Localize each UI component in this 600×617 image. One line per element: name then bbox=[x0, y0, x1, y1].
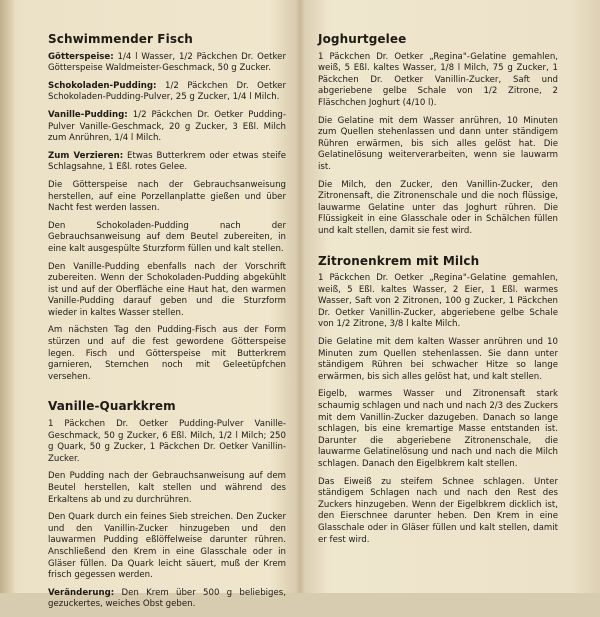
variation-text: Den Krem über 500 g beliebiges, gezuckertes, weiches Obst geben. bbox=[48, 587, 286, 610]
instruction-paragraph: Die Götterspeise nach der Gebrauchsanweisung herstellen, auf eine Porzellanplatte gießen und über Nacht fest werden lassen. bbox=[48, 179, 286, 214]
recipe-title-vanille-quarkkrem: Vanille-Quarkkrem bbox=[48, 399, 176, 414]
instruction-paragraph: Den Pudding nach der Gebrauchsanweisung auf dem Beutel herstellen, kalt stellen und während des Erkaltens ab und zu durchrühren. bbox=[48, 471, 286, 505]
ingredient-text: 1/2 Päckchen Dr. Oetker Schokoladen-Pudding-Pulver, 25 g Zucker, 1/4 l Milch. bbox=[48, 80, 286, 103]
ingredients-schokoladen-pudding bbox=[48, 81, 286, 104]
right-page-column bbox=[318, 34, 558, 552]
recipe-title-joghurtgelee: Joghurtgelee bbox=[318, 32, 407, 46]
instruction-paragraph: Die Gelatine mit dem Wasser anrühren, 10 Minuten zum Quellen stehenlassen und dann unter ständigem Rühren erwärmen, bis sich alles gelöst hat. Die Gelatinelösung weiterverarbeiten, wenn sie lauwarm ist. bbox=[318, 115, 558, 172]
instruction-paragraph: Die Milch, den Zucker, den Vanillin-Zucker, den Zitronensaft, die Zitronenschale und die noch flüssige, lauwarme Gelatine unter das Joghurt rühren. Die Flüssigkeit in eine Glasschale oder in Schälchen füllen und kalt stellen, damit sie fest wird. bbox=[318, 179, 558, 236]
ingredients-goetterspeise bbox=[48, 52, 286, 75]
ingredient-label: Vanille-Pudding: bbox=[48, 109, 128, 120]
ingredient-label: Zum Verzieren: bbox=[48, 150, 124, 161]
ingredient-label: Schokoladen-Pudding: bbox=[48, 80, 157, 91]
ingredient-text: 1/4 l Wasser, 1/2 Päckchen Dr. Oetker Götterspeise Waldmeister-Geschmack, 50 g Zucker. bbox=[48, 51, 286, 74]
ingredients-zum-verzieren bbox=[48, 151, 286, 174]
ingredient-label: Götterspeise: bbox=[48, 51, 114, 62]
instruction-paragraph: Den Vanille-Pudding ebenfalls nach der Vorschrift zubereiten. Wenn der Schokoladen-Pudding abgekühlt ist und auf der Oberfläche eine Haut hat, den warmen Vanille-Pudding darauf geben und die Sturzform wieder in kaltes Wasser stellen. bbox=[48, 261, 286, 318]
instruction-paragraph: Den Quark durch ein feines Sieb streichen. Den Zucker und den Vanillin-Zucker hinzugeben und den lauwarmen Pudding eßlöffelweise darunter rühren. Anschließend den Krem in eine Glasschale oder in Gläser füllen. Da Quark leicht säuert, muß der Krem frisch gegessen werden. bbox=[48, 512, 286, 581]
page-edge bbox=[0, 0, 14, 593]
ingredients-paragraph: 1 Päckchen Dr. Oetker „Regina"-Gelatine gemahlen, weiß, 5 Eßl. kaltes Wasser, 2 Eier, 1 Eßl. warmes Wasser, Saft von 2 Zitronen, 100 g Zucker, 1 Päckchen Dr. Oetker Vanillin-Zucker, abgeriebene gelbe Schale von 1/2 Zitrone, 3/8 l kalte Milch. bbox=[318, 273, 558, 330]
instruction-paragraph: Das Eiweiß zu steifem Schnee schlagen. Unter ständigem Schlagen nach und nach den Rest des Zuckers hinzugeben. Wenn der Eigelbkrem dicklich ist, den Eierschnee darunter heben. Den Krem in eine Glasschale oder in Gläser füllen und kalt stellen, damit er fest wird. bbox=[318, 476, 558, 545]
ingredient-text: Etwas Butterkrem oder etwas steife Schlagsahne, 1 Eßl. rotes Gelee. bbox=[48, 150, 286, 173]
ingredient-text: 1/2 Päckchen Dr. Oetker Pudding-Pulver Vanille-Geschmack, 20 g Zucker, 3 Eßl. Milch zum Anrühren, 1/4 l Milch. bbox=[48, 109, 286, 144]
instruction-paragraph: Die Gelatine mit dem kalten Wasser anrühren und 10 Minuten zum Quellen stehenlassen. Sie dann unter ständigem Rühren bei schwacher Hitze so lange erwärmen, bis sich alles gelöst hat, und kalt stellen. bbox=[318, 337, 558, 382]
ingredients-paragraph: 1 Päckchen Dr. Oetker „Regina"-Gelatine gemahlen, weiß, 5 Eßl. kaltes Wasser, 1/8 l Milch, 75 g Zucker, 1 Päckchen Dr. Oetker Vanillin-Zucker, Saft und abgeriebene gelbe Schale von 1/2 Zitrone, 2 Fläschchen Joghurt (4/10 l). bbox=[318, 51, 558, 108]
instruction-paragraph: Eigelb, warmes Wasser und Zitronensaft stark schaumig schlagen und nach und nach 2/3 des Zuckers mit dem Vanillin-Zucker dazugeben. Danach so lange schlagen, bis eine kremartige Masse entstanden ist. Darunter die abgeriebene Zitronenschale, die lauwarme Gelatinelösung und nach und nach die Milch schlagen. Danach den Eigelbkrem kalt stellen. bbox=[318, 389, 558, 469]
recipe-title-zitronenkrem: Zitronenkrem mit Milch bbox=[318, 253, 480, 268]
ingredients-vanille-pudding bbox=[48, 110, 286, 145]
variation-label: Veränderung: bbox=[48, 587, 115, 598]
variation-paragraph bbox=[48, 588, 286, 611]
ingredients-paragraph: 1 Päckchen Dr. Oetker Pudding-Pulver Vanille-Geschmack, 50 g Zucker, 6 Eßl. Milch, 1/2 l Milch; 250 g Quark, 50 g Zucker, 1 Päckchen Dr. Oetker Vanillin-Zucker. bbox=[48, 419, 286, 464]
recipe-title-schwimmender-fisch: Schwimmender Fisch bbox=[48, 32, 193, 46]
left-page-column bbox=[48, 34, 286, 617]
instruction-paragraph: Den Schokoladen-Pudding nach der Gebrauchsanweisung auf dem Beutel zubereiten, in eine kalt ausgespülte Sturzform füllen und kalt stellen. bbox=[48, 220, 286, 254]
instruction-paragraph: Am nächsten Tag den Pudding-Fisch aus der Form stürzen und auf die fest gewordene Götterspeise legen. Fisch und Götterspeise mit Butterkrem garnieren, Sternchen noch mit Geleetüpfchen versehen. bbox=[48, 325, 286, 382]
